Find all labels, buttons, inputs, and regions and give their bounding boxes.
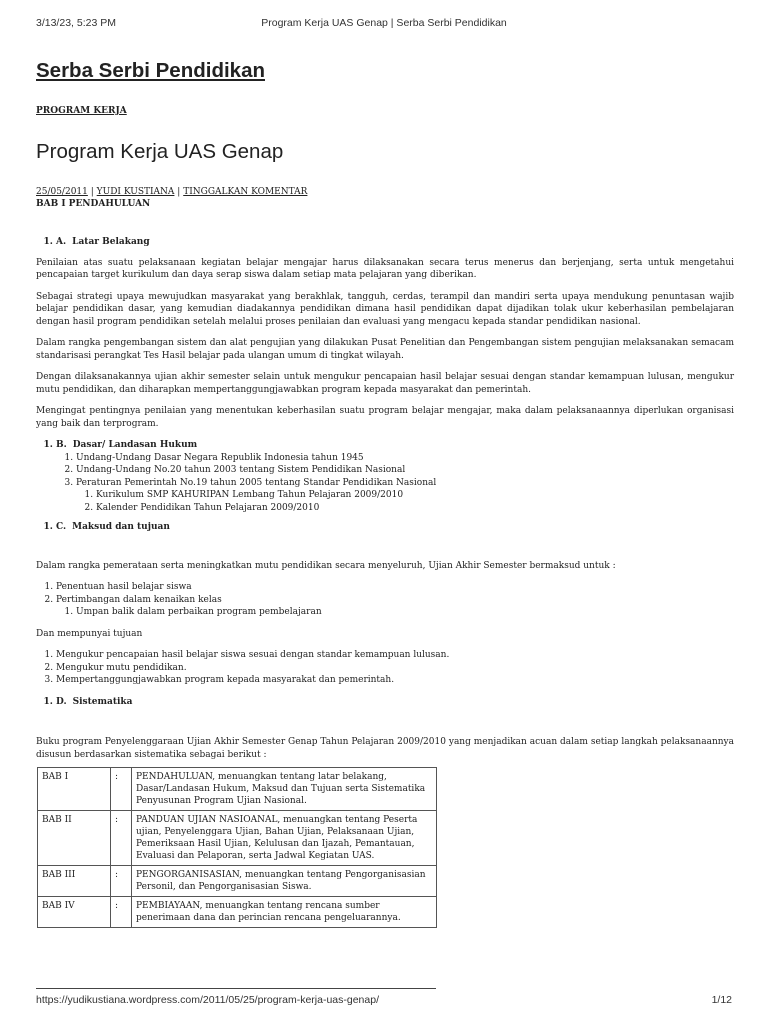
table-cell-sep: : xyxy=(111,897,132,928)
post-title: Program Kerja UAS Genap xyxy=(36,140,284,163)
table-row xyxy=(38,768,437,811)
maksud-sublist xyxy=(56,606,734,619)
site-title[interactable]: Serba Serbi Pendidikan xyxy=(36,59,265,82)
section-title: Latar Belakang xyxy=(72,237,150,247)
section-letter: A. xyxy=(56,237,67,247)
tujuan-list xyxy=(36,649,734,687)
table-row xyxy=(38,866,437,897)
category-link[interactable]: PROGRAM KERJA xyxy=(36,106,127,116)
paragraph: Sebagai strategi upaya mewujudkan masyarakat yang berakhlak, tangguh, cerdas, terampil dan mandiri serta upaya mendukung penuntasan wajib belajar pendidikan dasar, yang kemudian diadakannya pendidikan dimana hasil pendidikan dapat dijadikan tolak ukur keberhasilan pembelajaran dengan hasil program pendidikan setelah melalui proses penilaian dan evaluasi yang mengacu kepada standar pendidikan nasional. xyxy=(36,291,734,327)
section-letter: D. xyxy=(56,696,67,707)
list-item: 1. Mengukur pencapaian hasil belajar siswa sesuai dengan standar kemampuan lulusan. xyxy=(56,649,734,662)
list-item: 2. Undang-Undang No.20 tahun 2003 tentang Sistem Pendidikan Nasional xyxy=(76,464,734,477)
table-cell-bab: BAB II xyxy=(38,811,111,866)
section-letter: C. xyxy=(56,522,67,532)
list-item: 1. Kurikulum SMP KAHURIPAN Lembang Tahun Pelajaran 2009/2010 xyxy=(96,489,734,502)
print-datetime: 3/13/23, 5:23 PM xyxy=(36,17,116,29)
table-cell-desc: PEMBIAYAAN, menuangkan tentang rencana sumber penerimaan dana dan perincian rencana pengeluarannya. xyxy=(132,897,437,928)
list-item: 1. Undang-Undang Dasar Negara Republik Indonesia tahun 1945 xyxy=(76,452,734,465)
table-row xyxy=(38,811,437,866)
section-d-heading xyxy=(36,696,734,709)
post-meta xyxy=(36,186,734,198)
paragraph: Dengan dilaksanakannya ujian akhir semester selain untuk mengukur pencapaian hasil belajar sesuai dengan standar kemampuan lulusan, mengukur mutu pendidikan, dan diharapkan mempertanggungjawabkan program kepada masyarakat dan pemerintah. xyxy=(36,372,734,395)
paragraph: Dalam rangka pemerataan serta meningkatkan mutu pendidikan secara menyeluruh, Ujian Akhir Semester bermaksud untuk : xyxy=(36,560,616,571)
list-item: 2. Kalender Pendidikan Tahun Pelajaran 2009/2010 xyxy=(96,502,734,515)
table-cell-desc: PENDAHULUAN, menuangkan tentang latar belakang, Dasar/Landasan Hukum, Maksud dan Tujuan serta Sistematika Penyusunan Program Ujian Nasional. xyxy=(132,768,437,811)
footer-rule xyxy=(36,988,436,989)
table-cell-sep: : xyxy=(111,811,132,866)
table-cell-bab: BAB IV xyxy=(38,897,111,928)
sistematika-table xyxy=(37,767,437,928)
paragraph: Mengingat pentingnya penilaian yang menentukan keberhasilan suatu program belajar mengajar, maka dalam pelaksanaannya diperlukan organisasi yang baik dan terprogram. xyxy=(36,406,734,429)
section-b-heading xyxy=(36,439,734,514)
article xyxy=(36,58,734,928)
table-cell-sep: : xyxy=(111,866,132,897)
comment-link[interactable]: TINGGALKAN KOMENTAR xyxy=(183,187,308,197)
list-item: 3. Peraturan Pemerintah No.19 tahun 2005 tentang Standar Pendidikan Nasional 1. Kurikulum SMP KAHURIPAN Lembang Tahun Pelajaran 2009/2010 2. Kalender Pendidikan Tahun Pelajaran 2009/2010 xyxy=(76,477,734,515)
table-row xyxy=(38,897,437,928)
section-a-heading xyxy=(36,236,734,249)
print-url: https://yudikustiana.wordpress.com/2011/05/25/program-kerja-uas-genap/ xyxy=(36,994,379,1006)
paragraph: Buku program Penyelenggaraan Ujian Akhir Semester Genap Tahun Pelajaran 2009/2010 yang menjadikan acuan dalam setiap langkah pelaksanaannya disusun berdasarkan sistematika sebagai berikut : xyxy=(36,737,734,760)
author-link[interactable]: YUDI KUSTIANA xyxy=(96,187,175,197)
post-date-link[interactable]: 25/05/2011 xyxy=(36,187,88,197)
list-item: 1. Penentuan hasil belajar siswa xyxy=(56,581,734,594)
meta-separator: | xyxy=(90,187,94,197)
print-page-number: 1/12 xyxy=(711,994,732,1006)
list-item: 1. Umpan balik dalam perbaikan program pembelajaran xyxy=(76,606,734,619)
paragraph: Penilaian atas suatu pelaksanaan kegiatan belajar mengajar harus dilaksanakan secara terus menerus dan berjenjang, serta untuk mengetahui pencapaian target kurikulum dan daya serap siswa dalam setiap mata pelajaran yang diberikan. xyxy=(36,257,734,280)
table-cell-sep: : xyxy=(111,768,132,811)
legal-basis-list xyxy=(56,452,734,515)
list-item: 2. Mengukur mutu pendidikan. xyxy=(56,662,734,675)
section-title: Sistematika xyxy=(72,696,133,707)
list-item: 2. Pertimbangan dalam kenaikan kelas 1. Umpan balik dalam perbaikan program pembelajaran xyxy=(56,594,734,619)
table-cell-desc: PENGORGANISASIAN, menuangkan tentang Pengorganisasian Personil, dan Pengorganisasian Siswa. xyxy=(132,866,437,897)
section-title: Dasar/ Landasan Hukum xyxy=(72,440,198,450)
section-title: Maksud dan tujuan xyxy=(72,522,170,532)
print-page-title: Program Kerja UAS Genap | Serba Serbi Pendidikan xyxy=(261,17,507,29)
list-item: 3. Mempertanggungjawabkan program kepada masyarakat dan pemerintah. xyxy=(56,674,734,687)
section-c-heading xyxy=(36,521,734,534)
maksud-list xyxy=(36,581,734,619)
paragraph: Dan mempunyai tujuan xyxy=(36,628,143,639)
table-cell-bab: BAB III xyxy=(38,866,111,897)
paragraph: Dalam rangka pengembangan sistem dan alat pengujian yang dilakukan Pusat Penelitian dan Pengembangan sistem pengujian melaksanakan semacam standarisasi perangkat Tes Hasil belajar pada ulangan umum di tingkat wilayah. xyxy=(36,338,734,361)
section-letter: B. xyxy=(56,440,67,450)
article-body xyxy=(36,236,734,928)
meta-separator: | xyxy=(177,187,181,197)
legal-basis-sublist xyxy=(76,489,734,514)
bab-heading: BAB I PENDAHULUAN xyxy=(36,199,151,209)
table-cell-bab: BAB I xyxy=(38,768,111,811)
table-cell-desc: PANDUAN UJIAN NASIOANAL, menuangkan tentang Peserta ujian, Penyelenggara Ujian, Bahan Ujian, Pelaksanaan Ujian, Pemeriksaan Hasil Ujian, Kelulusan dan Ijazah, Pemantauan, Evaluasi dan Pelaporan, serta Jadwal Kegiatan UAS. xyxy=(132,811,437,866)
